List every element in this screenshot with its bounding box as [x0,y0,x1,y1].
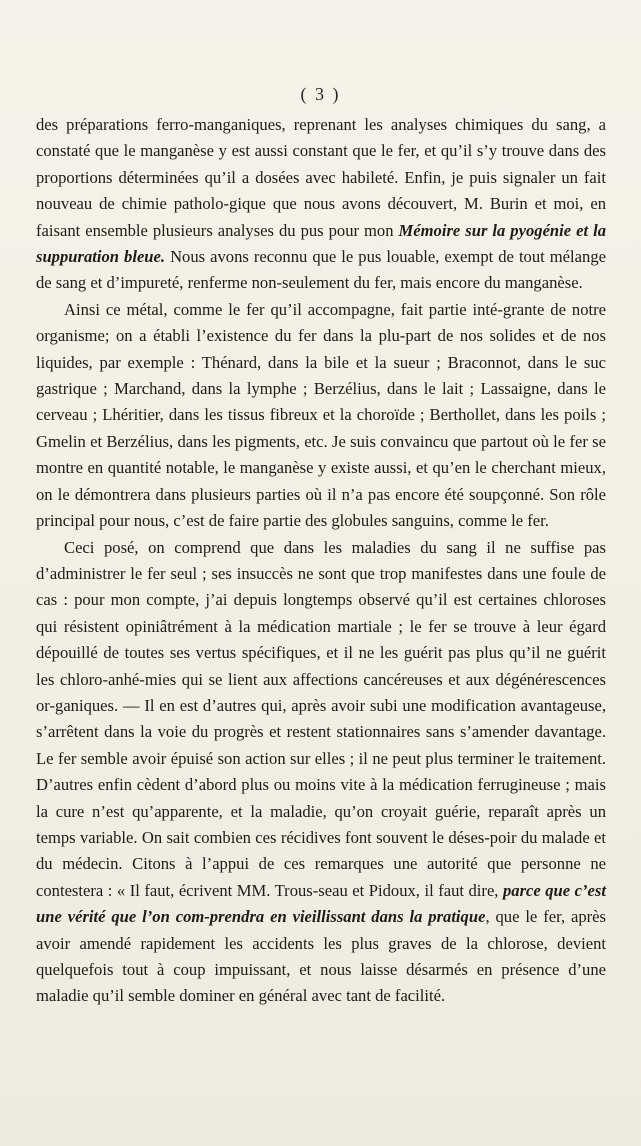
text-segment: Ceci posé, on comprend que dans les maladies du sang il ne suffise pas d’administrer le fer seul ; ses insuccès ne sont que trop manifestes dans une foule de cas : pour mon compte, j’ai depuis longtemps observé qu’il est certaines chloroses qui résistent opiniâtrément à la médication martiale ; le fer se trouve à leur égard dépouillé de toutes ses vertus spécifiques, et il ne les guérit pas plus qu’il ne guérit les chloro-anhé-mies qui se lient aux affections cancéreuses et aux dégénérescences or-ganiques. — Il en est d’autres qui, après avoir subi une modification avantageuse, s’arrêtent dans la voie du progrès et restent stationnaires sans s’amender davantage. Le fer semble avoir épuisé son action sur elles ; il ne peut plus terminer le traitement. D’autres enfin cèdent d’abord plus ou moins vite à la médication ferrugineuse ; mais la cure n’est qu’apparente, et la maladie, qu’on croyait guérie, reparaît après un temps variable. On sait combien ces récidives font souvent le déses-poir du malade et du médecin. Citons à l’appui de ces remarques une autorité que personne ne contestera : « Il faut, écrivent MM. Trous-seau et Pidoux, il faut dire, [36,537,606,900]
text-segment: des préparations ferro-manganiques, reprenant les analyses chimiques du sang, a constaté que le manganèse y est aussi constant que le fer, et qu’il s’y trouve dans des proportions déterminées qu’il a dosées avec habileté. Enfin, je puis signaler un fait nouveau de chimie patholo-gique que nous avons découvert, M. Burin et moi, en faisant ensemble plusieurs analyses du pus pour mon [36,115,606,240]
italic-title: Mémoire sur la pyogénie et la suppuration bleue. [36,220,607,267]
italic-quote: parce que c’est une vérité que l’on com-prendra en vieillissant dans la pratique [36,880,606,927]
page-number: ( 3 ) [300,84,341,104]
text-segment: , que le fer, après avoir amendé rapidement les accidents les plus graves de la chlorose, devient quelquefois tout à coup impuissant, et nous laisse désarmés en présence d’une maladie qu’il semble dominer en général avec tant de facilité. [36,907,606,1006]
paragraph-2 [36,297,606,535]
body-text [36,112,606,1010]
text-segment: Nous avons reconnu que le pus louable, exempt de tout mélange de sang et d’impureté, renferme non-seulement du fer, mais encore du manganèse. [36,247,606,293]
text-segment: Ainsi ce métal, comme le fer qu’il accompagne, fait partie inté-grante de notre organisme; on a établi l’existence du fer dans la plu-part de nos solides et de nos liquides, par exemple : Thénard, dans la bile et la sueur ; Braconnot, dans le suc gastrique ; Marchand, dans la lymphe ; Berzélius, dans le lait ; Lassaigne, dans le cerveau ; Lhéritier, dans les tissus fibreux et la choroïde ; Berthollet, dans les poils ; Gmelin et Berzélius, dans les pigments, etc. Je suis convaincu que partout où le fer se montre en quantité notable, le manganèse y existe aussi, et qu’en le cherchant mieux, on le démontrera dans plusieurs parties où il n’a pas encore été soupçonné. Son rôle principal pour nous, c’est de faire partie des globules sanguins, comme le fer. [36,299,606,531]
paragraph-3 [36,535,606,1010]
paragraph-1 [36,112,606,297]
